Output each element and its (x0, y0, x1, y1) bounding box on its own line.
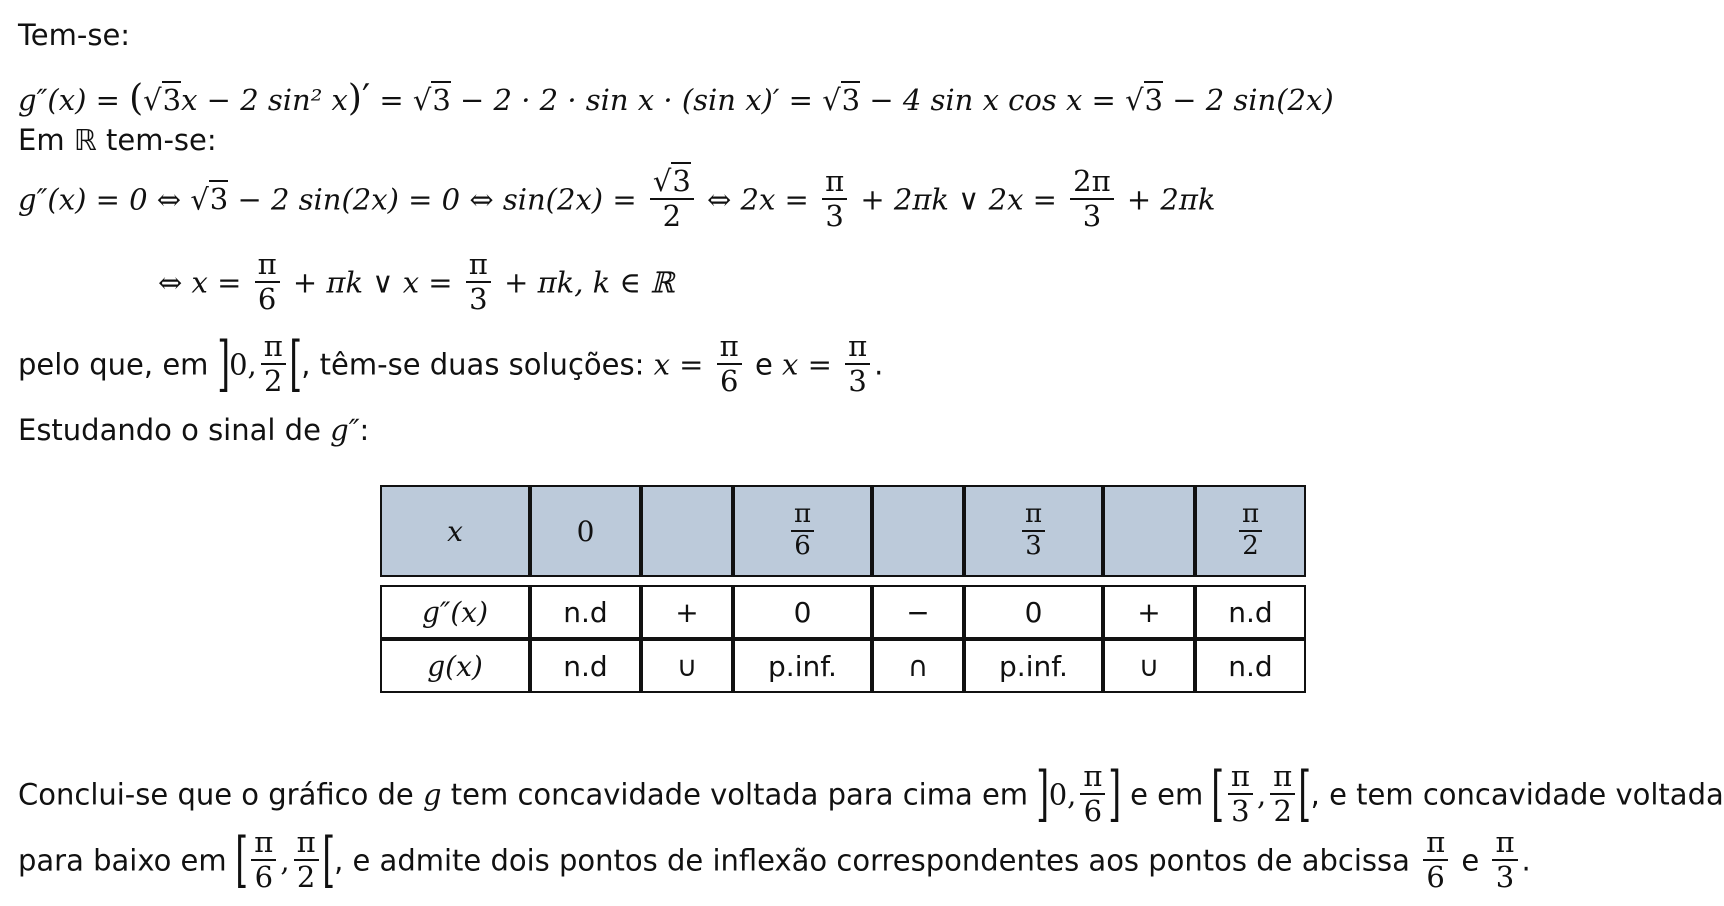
eq2-frac-sqrt3-over-2: $\frac{√3}{2}$ (650, 165, 694, 234)
eq1-sqrt3-c: √3 (822, 83, 861, 117)
row2-label: g(x) (380, 639, 530, 693)
row2-cell: p.inf. (733, 639, 872, 693)
c1-g: g (423, 777, 442, 812)
c1-i2-left: [ (1211, 759, 1225, 830)
l4-x2: x = (782, 347, 842, 382)
c2-frac-pi-3: $\frac{\pi}{3}$ (1492, 826, 1517, 895)
l4-frac-pi-2: $\frac{\pi}{2}$ (261, 330, 286, 399)
header-cell-empty-2 (872, 485, 964, 577)
l4-mid: , têm-se duas soluções: (301, 347, 654, 382)
eq1-sqrt3-d: √3 (1125, 83, 1163, 117)
row1-cell: n.d (530, 585, 641, 639)
eq3-mid: + πk ∨ x = (283, 265, 462, 300)
study-math: g″ (330, 413, 360, 447)
c2-i3-right: [ (321, 825, 335, 896)
c1-i2-right: [ (1298, 759, 1312, 830)
c1-end: , e tem concavidade voltada (1310, 777, 1724, 812)
eq1-sqrt3-value: 3 (162, 83, 182, 117)
eq1-sqrt3-b: √3 (412, 83, 451, 117)
conclusion-line-2 (18, 826, 1531, 895)
study-text: Estudando o sinal de (18, 413, 331, 447)
eq3-end: + πk, k ∈ ℝ (494, 265, 675, 300)
l4-zero: 0, (229, 347, 257, 382)
eq1-lhs: g″(x) = (18, 83, 130, 117)
c2-e: e (1452, 843, 1489, 878)
header-cell-0: 0 (530, 485, 641, 577)
c1-mid: tem concavidade voltada para cima em (441, 777, 1038, 812)
c2-i3-frac2: $\frac{\pi}{2}$ (294, 826, 319, 895)
l4-frac-pi-3: $\frac{\pi}{3}$ (845, 330, 870, 399)
l4-bracket-right: [ (289, 329, 302, 400)
c1-start: Conclui-se que o gráfico de (18, 777, 423, 812)
eq1-rest3: − 2 sin(2x) (1163, 83, 1334, 117)
row1-cell: + (1103, 585, 1195, 639)
l4-bracket-left: ] (216, 329, 230, 400)
l4-dot: . (874, 347, 884, 382)
row2-cell: ∪ (641, 639, 733, 693)
eq2-mid: − 2 sin(2x) = 0 ⇔ sin(2x) = (228, 182, 646, 217)
l4-e: e (745, 347, 783, 382)
header-cell-empty-3 (1103, 485, 1195, 577)
row2-cell: ∪ (1103, 639, 1195, 693)
c2-dot: . (1521, 843, 1531, 878)
row2-cell: ∩ (872, 639, 964, 693)
c2-frac-pi-6: $\frac{\pi}{6}$ (1423, 826, 1448, 895)
eq2-mid2: ⇔ 2x = (697, 182, 819, 217)
c2-mid: , e admite dois pontos de inflexão correspondentes aos pontos de abcissa (334, 843, 1420, 878)
row1-cell: + (641, 585, 733, 639)
solutions-in-interval (18, 330, 883, 399)
eq3-start: ⇔ x = (158, 265, 251, 300)
equation-x-solutions (158, 248, 674, 317)
header-cell-pi-2: $\frac{\pi}{2}$ (1195, 485, 1306, 577)
eq2-sqrt3: √3 (190, 182, 229, 217)
eq3-frac-pi-6: $\frac{\pi}{6}$ (255, 248, 280, 317)
c1-i1-left: ] (1036, 759, 1050, 830)
c2-start: para baixo em (18, 843, 236, 878)
c2-i3-left: [ (235, 825, 249, 896)
eq1-equals: = (370, 83, 413, 117)
c1-i1-right: ] (1108, 759, 1122, 830)
intro-text: Tem-se: (18, 18, 131, 52)
l4-x1: x = (653, 347, 713, 382)
row1-label: g″(x) (380, 585, 530, 639)
row1-cell: 0 (964, 585, 1103, 639)
eq1-term: x − 2 sin² x (181, 83, 348, 117)
eq1-rest1: − 2 · 2 · sin x · (sin x)′ = (450, 83, 823, 117)
c1-em: e em (1120, 777, 1213, 812)
c1-i2-frac2: $\frac{\pi}{2}$ (1270, 760, 1295, 829)
row2-cell: p.inf. (964, 639, 1103, 693)
l4-frac-pi-6: $\frac{\pi}{6}$ (717, 330, 742, 399)
intro-label (18, 18, 130, 52)
eq1-paren-close: )′ (347, 78, 371, 119)
c2-i3-frac1: $\frac{\pi}{6}$ (251, 826, 276, 895)
eq2-end: + 2πk (1117, 182, 1216, 217)
row1-cell: 0 (733, 585, 872, 639)
eq2-lhs: g″(x) = 0 ⇔ (18, 182, 191, 217)
header-cell-empty-1 (641, 485, 733, 577)
row2-cell: n.d (530, 639, 641, 693)
em-r-text: Em ℝ tem-se: (18, 123, 217, 157)
row1-cell: n.d (1195, 585, 1306, 639)
c1-i1-zero: 0, (1048, 777, 1077, 812)
l4-start: pelo que, em (18, 347, 218, 382)
eq1-rest2: − 4 sin x cos x = (860, 83, 1126, 117)
equation-second-derivative (18, 78, 1334, 119)
eq2-frac-2pi-3: $\frac{2\pi}{3}$ (1070, 165, 1114, 234)
eq1-sqrt3: √3 (143, 83, 182, 117)
sign-table-header (380, 485, 1306, 577)
c1-i1-frac: $\frac{\pi}{6}$ (1080, 760, 1105, 829)
c2-i3-comma: , (280, 843, 290, 878)
header-cell-pi-3: $\frac{\pi}{3}$ (964, 485, 1103, 577)
eq3-frac-pi-3: $\frac{\pi}{3}$ (466, 248, 491, 317)
study-label (18, 413, 369, 447)
row2-cell: n.d (1195, 639, 1306, 693)
eq1-paren-open: ( (129, 78, 144, 119)
em-r-label (18, 123, 217, 157)
row1-cell: − (872, 585, 964, 639)
table-row (380, 639, 1306, 693)
c1-i2-frac1: $\frac{\pi}{3}$ (1228, 760, 1253, 829)
eq2-mid3: + 2πk ∨ 2x = (851, 182, 1067, 217)
header-cell-pi-6: $\frac{\pi}{6}$ (733, 485, 872, 577)
table-row (380, 585, 1306, 639)
sign-table-body (380, 585, 1306, 693)
equation-zero-solve (18, 165, 1216, 234)
c1-i2-comma: , (1256, 777, 1267, 812)
header-cell-x: x (380, 485, 530, 577)
study-colon: : (359, 413, 370, 447)
eq2-frac-pi-3: $\frac{\pi}{3}$ (822, 165, 847, 234)
conclusion-line-1 (18, 760, 1724, 829)
table-header-row (380, 485, 1306, 577)
